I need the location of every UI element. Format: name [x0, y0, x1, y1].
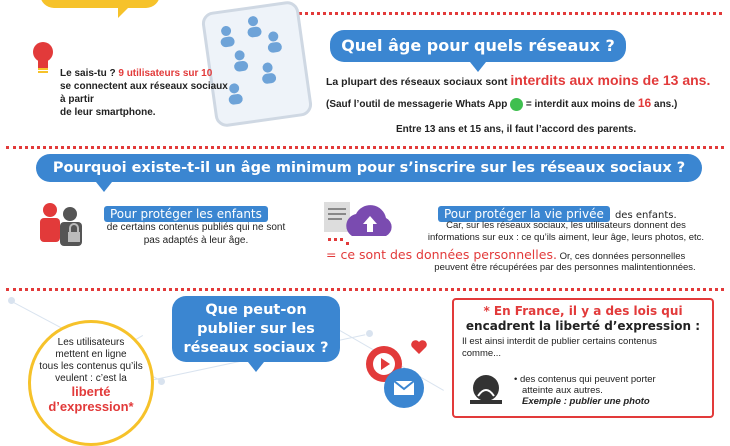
- protect-privacy-label-suffix: des enfants.: [614, 210, 677, 221]
- heart-icon: [410, 338, 428, 356]
- law-box: [452, 298, 714, 418]
- protect-privacy-highlight: = ce sont des données personnelles.: [326, 247, 557, 262]
- protect-children-line1: de certains contenus publiés qui ne sont: [106, 222, 286, 233]
- protect-privacy-text: [406, 220, 726, 244]
- whatsapp-icon: [510, 98, 523, 111]
- separator-middle: [6, 146, 724, 149]
- age-line1-highlight: interdits aux moins de 13 ans.: [510, 72, 711, 88]
- tip-line2: de leur smartphone.: [60, 107, 156, 118]
- why-section-title: [36, 154, 702, 182]
- law-body-line2: comme...: [462, 348, 502, 359]
- cloud-upload-icon: [322, 198, 406, 246]
- protect-children-label: [104, 203, 268, 222]
- users-line4: veulent : c’est la: [55, 373, 127, 384]
- law-title-line1: * En France, il y a des lois qui: [483, 304, 683, 318]
- users-line2: mettent en ligne: [55, 349, 127, 360]
- tip-text: [60, 67, 230, 119]
- users-line1: Les utilisateurs: [57, 337, 125, 348]
- protect-privacy-line3: Or, ces données personnelles: [559, 251, 686, 262]
- harm-icon: [466, 372, 506, 406]
- law-body-line1: Il est ainsi interdit de publier certains contenus: [462, 336, 657, 347]
- tip-line1: se connectent aux réseaux sociaux à partir: [60, 81, 228, 105]
- law-example: Exemple : publier une photo: [522, 396, 650, 407]
- age-line2-suffix: ans.): [654, 99, 678, 110]
- publish-section-title: [172, 296, 340, 362]
- protect-privacy-line4: peuvent être récupérées par des personnes malintentionnées.: [434, 262, 696, 273]
- separator-top: [282, 12, 722, 15]
- why-section-title-text: Pourquoi existe-t-il un âge minimum pour s’inscrire sur les réseaux sociaux ?: [52, 160, 686, 176]
- users-circle: [28, 320, 154, 446]
- age-section-title: [330, 30, 626, 62]
- mail-icon: [384, 368, 424, 408]
- age-line2-prefix: (Sauf l’outil de messagerie Whats App: [326, 99, 508, 110]
- separator-bottom: [6, 288, 724, 291]
- age-line1: [326, 72, 726, 88]
- protect-privacy-line4-row: [410, 262, 720, 273]
- law-bullet-line2: atteinte aux autres.: [522, 385, 603, 396]
- age-line2-mid: = interdit aux moins de: [525, 99, 636, 110]
- parental-lock-icon: [36, 200, 90, 250]
- age-line2: [326, 96, 726, 111]
- protect-privacy-line2: informations sur eux : ce qu’ils aiment, leur âge, leurs photos, etc.: [427, 232, 705, 243]
- law-bullet: [514, 374, 704, 407]
- age-line1-prefix: La plupart des réseaux sociaux sont: [326, 76, 508, 88]
- publish-title-line1: Que peut-on: [205, 302, 307, 318]
- tip-highlight: 9 utilisateurs sur 10: [118, 68, 213, 79]
- protect-children-label-text: Pour protéger les enfants: [104, 206, 268, 222]
- lightbulb-icon: [30, 40, 56, 76]
- age-section-title-text: Quel âge pour quels réseaux ?: [341, 36, 615, 55]
- law-box-body: [462, 336, 704, 360]
- law-title-line2: encadrent la liberté d’expression :: [465, 319, 701, 333]
- users-highlight1: liberté: [71, 384, 111, 399]
- publish-title-line3: réseaux sociaux ?: [183, 340, 329, 356]
- users-highlight2: d’expression*: [48, 399, 134, 414]
- age-line2-highlight: 16: [637, 96, 652, 110]
- law-bullet-line1: • des contenus qui peuvent porter: [514, 374, 656, 385]
- protect-privacy-line1: Car, sur les réseaux sociaux, les utilisateurs donnent des: [446, 220, 686, 231]
- protect-privacy-label-text: Pour protéger la vie privée: [438, 206, 610, 222]
- protect-privacy-highlight-row: [326, 247, 726, 262]
- protect-children-line2: pas adaptés à leur âge.: [143, 235, 249, 246]
- users-line3: tous les contenus qu’ils: [39, 361, 143, 372]
- protect-children-text: [86, 221, 306, 247]
- law-box-title: [462, 304, 704, 334]
- tip-prefix: Le sais-tu ?: [60, 68, 116, 79]
- age-line3: [396, 124, 636, 135]
- publish-title-line2: publier sur les: [197, 321, 315, 337]
- top-speech-bubble-tail: [118, 8, 128, 18]
- top-speech-bubble: [40, 0, 160, 8]
- age-line3-text: Entre 13 ans et 15 ans, il faut l’accord des parents.: [396, 124, 637, 135]
